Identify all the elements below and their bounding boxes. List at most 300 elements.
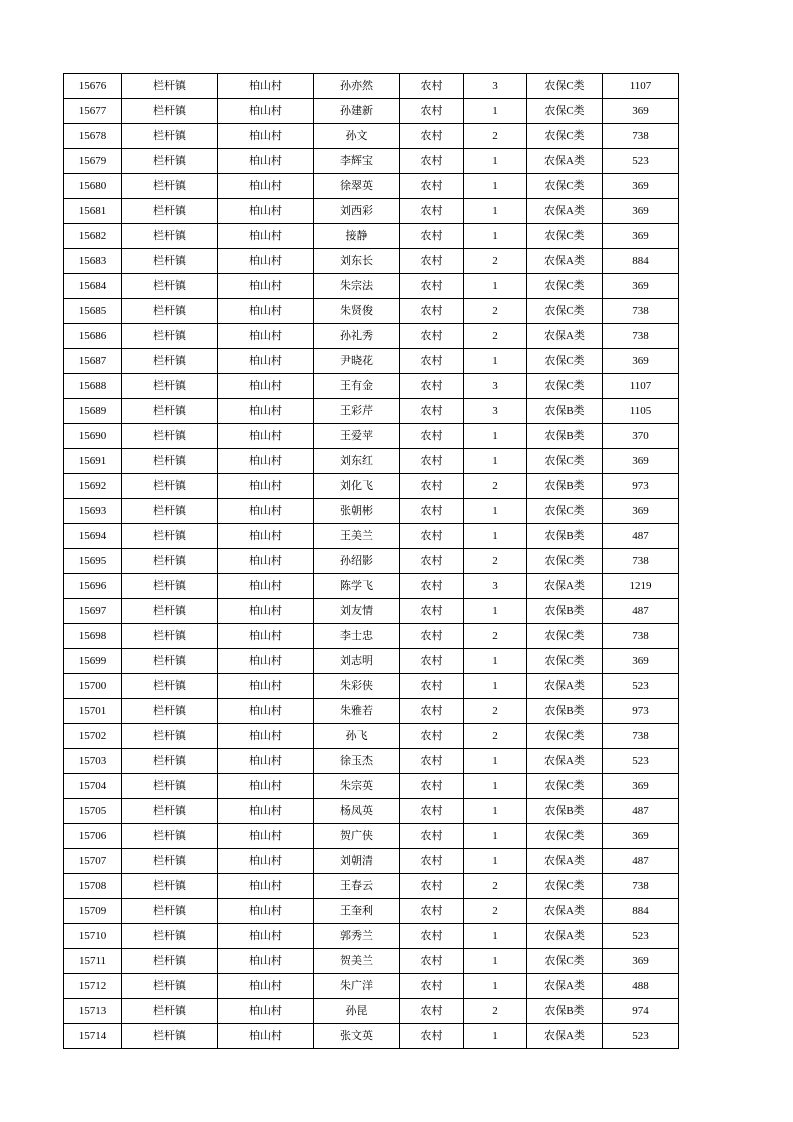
cell-village: 柏山村	[218, 299, 314, 324]
cell-amount: 369	[603, 449, 679, 474]
cell-residence-type: 农村	[400, 724, 464, 749]
cell-person-name: 孙飞	[314, 724, 400, 749]
cell-person-name: 王有金	[314, 374, 400, 399]
cell-town: 栏杆镇	[122, 74, 218, 99]
cell-residence-type: 农村	[400, 324, 464, 349]
cell-person-name: 王奎利	[314, 899, 400, 924]
cell-residence-type: 农村	[400, 299, 464, 324]
cell-insurance-category: 农保A类	[527, 849, 603, 874]
cell-town: 栏杆镇	[122, 624, 218, 649]
cell-village: 柏山村	[218, 899, 314, 924]
cell-person-count: 1	[464, 199, 527, 224]
cell-person-name: 刘东长	[314, 249, 400, 274]
cell-record-id: 15705	[64, 799, 122, 824]
cell-residence-type: 农村	[400, 274, 464, 299]
cell-town: 栏杆镇	[122, 949, 218, 974]
cell-town: 栏杆镇	[122, 474, 218, 499]
cell-person-name: 郭秀兰	[314, 924, 400, 949]
cell-person-name: 孙建新	[314, 99, 400, 124]
cell-amount: 369	[603, 774, 679, 799]
cell-insurance-category: 农保A类	[527, 149, 603, 174]
cell-record-id: 15700	[64, 674, 122, 699]
cell-village: 柏山村	[218, 199, 314, 224]
cell-village: 柏山村	[218, 324, 314, 349]
table-row	[64, 574, 679, 599]
cell-insurance-category: 农保C类	[527, 874, 603, 899]
cell-person-name: 刘友情	[314, 599, 400, 624]
cell-amount: 523	[603, 149, 679, 174]
cell-residence-type: 农村	[400, 599, 464, 624]
cell-town: 栏杆镇	[122, 174, 218, 199]
cell-insurance-category: 农保B类	[527, 474, 603, 499]
cell-record-id: 15707	[64, 849, 122, 874]
cell-residence-type: 农村	[400, 1024, 464, 1049]
table-row	[64, 624, 679, 649]
table-row	[64, 849, 679, 874]
table-row	[64, 674, 679, 699]
cell-town: 栏杆镇	[122, 699, 218, 724]
cell-amount: 1219	[603, 574, 679, 599]
cell-record-id: 15703	[64, 749, 122, 774]
cell-amount: 369	[603, 649, 679, 674]
cell-town: 栏杆镇	[122, 849, 218, 874]
cell-amount: 1107	[603, 74, 679, 99]
cell-record-id: 15711	[64, 949, 122, 974]
cell-amount: 369	[603, 224, 679, 249]
table-row	[64, 824, 679, 849]
cell-residence-type: 农村	[400, 349, 464, 374]
cell-town: 栏杆镇	[122, 424, 218, 449]
table-row	[64, 949, 679, 974]
cell-residence-type: 农村	[400, 949, 464, 974]
cell-residence-type: 农村	[400, 649, 464, 674]
cell-insurance-category: 农保C类	[527, 374, 603, 399]
cell-amount: 523	[603, 1024, 679, 1049]
cell-town: 栏杆镇	[122, 349, 218, 374]
cell-insurance-category: 农保C类	[527, 99, 603, 124]
cell-town: 栏杆镇	[122, 649, 218, 674]
cell-amount: 974	[603, 999, 679, 1024]
cell-town: 栏杆镇	[122, 524, 218, 549]
table-row	[64, 899, 679, 924]
cell-village: 柏山村	[218, 799, 314, 824]
cell-person-count: 2	[464, 299, 527, 324]
cell-person-name: 陈学飞	[314, 574, 400, 599]
cell-record-id: 15680	[64, 174, 122, 199]
cell-insurance-category: 农保C类	[527, 224, 603, 249]
cell-insurance-category: 农保C类	[527, 449, 603, 474]
cell-insurance-category: 农保B类	[527, 799, 603, 824]
table-row	[64, 324, 679, 349]
cell-residence-type: 农村	[400, 749, 464, 774]
table-row	[64, 774, 679, 799]
cell-person-name: 李士忠	[314, 624, 400, 649]
cell-person-count: 1	[464, 149, 527, 174]
cell-insurance-category: 农保B类	[527, 399, 603, 424]
cell-insurance-category: 农保C类	[527, 624, 603, 649]
table-row	[64, 749, 679, 774]
cell-person-count: 2	[464, 899, 527, 924]
table-row	[64, 424, 679, 449]
cell-amount: 487	[603, 799, 679, 824]
table-row	[64, 549, 679, 574]
cell-insurance-category: 农保A类	[527, 924, 603, 949]
cell-town: 栏杆镇	[122, 124, 218, 149]
cell-insurance-category: 农保B类	[527, 999, 603, 1024]
cell-residence-type: 农村	[400, 999, 464, 1024]
table-row	[64, 1024, 679, 1049]
cell-person-name: 张朝彬	[314, 499, 400, 524]
table-row	[64, 999, 679, 1024]
cell-person-name: 刘东红	[314, 449, 400, 474]
cell-insurance-category: 农保A类	[527, 899, 603, 924]
cell-insurance-category: 农保A类	[527, 749, 603, 774]
cell-town: 栏杆镇	[122, 149, 218, 174]
cell-insurance-category: 农保B类	[527, 699, 603, 724]
cell-record-id: 15694	[64, 524, 122, 549]
cell-insurance-category: 农保C类	[527, 174, 603, 199]
cell-insurance-category: 农保C类	[527, 949, 603, 974]
cell-village: 柏山村	[218, 99, 314, 124]
cell-town: 栏杆镇	[122, 449, 218, 474]
cell-residence-type: 农村	[400, 199, 464, 224]
cell-person-count: 3	[464, 374, 527, 399]
cell-record-id: 15679	[64, 149, 122, 174]
cell-town: 栏杆镇	[122, 99, 218, 124]
cell-town: 栏杆镇	[122, 324, 218, 349]
cell-town: 栏杆镇	[122, 874, 218, 899]
cell-residence-type: 农村	[400, 99, 464, 124]
cell-record-id: 15686	[64, 324, 122, 349]
cell-record-id: 15701	[64, 699, 122, 724]
cell-person-count: 1	[464, 649, 527, 674]
cell-person-name: 王美兰	[314, 524, 400, 549]
cell-person-name: 朱广洋	[314, 974, 400, 999]
cell-residence-type: 农村	[400, 774, 464, 799]
cell-amount: 523	[603, 674, 679, 699]
cell-village: 柏山村	[218, 874, 314, 899]
cell-amount: 369	[603, 99, 679, 124]
cell-record-id: 15678	[64, 124, 122, 149]
cell-record-id: 15706	[64, 824, 122, 849]
cell-amount: 738	[603, 324, 679, 349]
cell-amount: 369	[603, 824, 679, 849]
cell-village: 柏山村	[218, 174, 314, 199]
cell-town: 栏杆镇	[122, 274, 218, 299]
table-row	[64, 449, 679, 474]
table-row	[64, 349, 679, 374]
cell-person-count: 1	[464, 949, 527, 974]
cell-record-id: 15688	[64, 374, 122, 399]
cell-person-count: 1	[464, 224, 527, 249]
cell-residence-type: 农村	[400, 74, 464, 99]
table-row	[64, 124, 679, 149]
cell-village: 柏山村	[218, 524, 314, 549]
cell-person-count: 3	[464, 74, 527, 99]
cell-insurance-category: 农保A类	[527, 974, 603, 999]
cell-village: 柏山村	[218, 649, 314, 674]
cell-town: 栏杆镇	[122, 599, 218, 624]
cell-residence-type: 农村	[400, 224, 464, 249]
cell-record-id: 15687	[64, 349, 122, 374]
cell-village: 柏山村	[218, 849, 314, 874]
cell-record-id: 15709	[64, 899, 122, 924]
cell-person-name: 贺美兰	[314, 949, 400, 974]
cell-record-id: 15677	[64, 99, 122, 124]
cell-record-id: 15682	[64, 224, 122, 249]
cell-village: 柏山村	[218, 749, 314, 774]
cell-person-count: 2	[464, 249, 527, 274]
cell-person-name: 刘化飞	[314, 474, 400, 499]
cell-town: 栏杆镇	[122, 749, 218, 774]
cell-village: 柏山村	[218, 349, 314, 374]
cell-person-count: 2	[464, 999, 527, 1024]
cell-record-id: 15676	[64, 74, 122, 99]
cell-town: 栏杆镇	[122, 574, 218, 599]
cell-residence-type: 农村	[400, 574, 464, 599]
cell-village: 柏山村	[218, 974, 314, 999]
cell-town: 栏杆镇	[122, 499, 218, 524]
cell-person-name: 孙昆	[314, 999, 400, 1024]
cell-amount: 973	[603, 474, 679, 499]
cell-record-id: 15714	[64, 1024, 122, 1049]
cell-town: 栏杆镇	[122, 249, 218, 274]
cell-village: 柏山村	[218, 599, 314, 624]
cell-residence-type: 农村	[400, 249, 464, 274]
cell-person-count: 1	[464, 1024, 527, 1049]
cell-insurance-category: 农保A类	[527, 249, 603, 274]
cell-amount: 1105	[603, 399, 679, 424]
table-row	[64, 524, 679, 549]
cell-person-count: 1	[464, 349, 527, 374]
cell-person-name: 接静	[314, 224, 400, 249]
cell-amount: 738	[603, 549, 679, 574]
cell-residence-type: 农村	[400, 174, 464, 199]
cell-person-count: 2	[464, 699, 527, 724]
cell-amount: 369	[603, 274, 679, 299]
cell-village: 柏山村	[218, 724, 314, 749]
cell-record-id: 15681	[64, 199, 122, 224]
cell-person-count: 1	[464, 99, 527, 124]
cell-residence-type: 农村	[400, 674, 464, 699]
cell-record-id: 15712	[64, 974, 122, 999]
records-table-body	[64, 74, 679, 1049]
table-row	[64, 924, 679, 949]
cell-insurance-category: 农保A类	[527, 1024, 603, 1049]
cell-insurance-category: 农保A类	[527, 324, 603, 349]
cell-insurance-category: 农保B类	[527, 524, 603, 549]
cell-town: 栏杆镇	[122, 924, 218, 949]
cell-insurance-category: 农保C类	[527, 299, 603, 324]
cell-amount: 738	[603, 624, 679, 649]
cell-insurance-category: 农保C类	[527, 74, 603, 99]
cell-person-name: 朱贤俊	[314, 299, 400, 324]
cell-person-name: 朱宗英	[314, 774, 400, 799]
cell-person-count: 2	[464, 724, 527, 749]
cell-amount: 738	[603, 724, 679, 749]
cell-village: 柏山村	[218, 699, 314, 724]
cell-person-count: 1	[464, 274, 527, 299]
cell-residence-type: 农村	[400, 474, 464, 499]
cell-amount: 487	[603, 599, 679, 624]
cell-residence-type: 农村	[400, 699, 464, 724]
cell-amount: 523	[603, 924, 679, 949]
cell-village: 柏山村	[218, 624, 314, 649]
cell-record-id: 15684	[64, 274, 122, 299]
cell-person-count: 1	[464, 749, 527, 774]
cell-record-id: 15695	[64, 549, 122, 574]
cell-person-name: 徐玉杰	[314, 749, 400, 774]
cell-record-id: 15708	[64, 874, 122, 899]
cell-village: 柏山村	[218, 424, 314, 449]
cell-village: 柏山村	[218, 374, 314, 399]
cell-residence-type: 农村	[400, 874, 464, 899]
cell-amount: 369	[603, 499, 679, 524]
cell-amount: 369	[603, 949, 679, 974]
cell-person-count: 2	[464, 874, 527, 899]
table-row	[64, 374, 679, 399]
cell-amount: 738	[603, 124, 679, 149]
cell-amount: 487	[603, 849, 679, 874]
cell-record-id: 15689	[64, 399, 122, 424]
cell-residence-type: 农村	[400, 524, 464, 549]
cell-person-name: 孙文	[314, 124, 400, 149]
cell-amount: 488	[603, 974, 679, 999]
cell-person-name: 尹晓花	[314, 349, 400, 374]
cell-village: 柏山村	[218, 999, 314, 1024]
cell-insurance-category: 农保A类	[527, 574, 603, 599]
cell-insurance-category: 农保C类	[527, 349, 603, 374]
cell-amount: 369	[603, 349, 679, 374]
cell-person-name: 孙亦然	[314, 74, 400, 99]
cell-person-count: 2	[464, 624, 527, 649]
table-row	[64, 74, 679, 99]
cell-record-id: 15698	[64, 624, 122, 649]
cell-record-id: 15697	[64, 599, 122, 624]
table-row	[64, 799, 679, 824]
cell-amount: 1107	[603, 374, 679, 399]
cell-person-count: 1	[464, 924, 527, 949]
cell-residence-type: 农村	[400, 849, 464, 874]
cell-town: 栏杆镇	[122, 299, 218, 324]
table-row	[64, 474, 679, 499]
cell-village: 柏山村	[218, 549, 314, 574]
cell-person-name: 孙绍影	[314, 549, 400, 574]
table-row	[64, 174, 679, 199]
cell-residence-type: 农村	[400, 974, 464, 999]
cell-person-name: 朱宗法	[314, 274, 400, 299]
table-row	[64, 649, 679, 674]
cell-insurance-category: 农保C类	[527, 274, 603, 299]
cell-village: 柏山村	[218, 674, 314, 699]
cell-insurance-category: 农保C类	[527, 499, 603, 524]
cell-person-name: 徐翠英	[314, 174, 400, 199]
cell-residence-type: 农村	[400, 799, 464, 824]
cell-person-name: 王彩芹	[314, 399, 400, 424]
cell-residence-type: 农村	[400, 824, 464, 849]
cell-residence-type: 农村	[400, 124, 464, 149]
table-row	[64, 974, 679, 999]
cell-insurance-category: 农保A类	[527, 674, 603, 699]
cell-person-name: 朱雅若	[314, 699, 400, 724]
cell-town: 栏杆镇	[122, 899, 218, 924]
cell-town: 栏杆镇	[122, 674, 218, 699]
cell-amount: 738	[603, 299, 679, 324]
cell-town: 栏杆镇	[122, 799, 218, 824]
cell-village: 柏山村	[218, 274, 314, 299]
cell-person-count: 2	[464, 549, 527, 574]
cell-amount: 487	[603, 524, 679, 549]
cell-village: 柏山村	[218, 74, 314, 99]
cell-insurance-category: 农保C类	[527, 724, 603, 749]
cell-residence-type: 农村	[400, 374, 464, 399]
cell-village: 柏山村	[218, 774, 314, 799]
table-row	[64, 724, 679, 749]
cell-record-id: 15692	[64, 474, 122, 499]
cell-amount: 884	[603, 249, 679, 274]
records-table	[63, 73, 679, 1049]
cell-record-id: 15713	[64, 999, 122, 1024]
cell-insurance-category: 农保C类	[527, 824, 603, 849]
table-row	[64, 149, 679, 174]
cell-person-count: 1	[464, 599, 527, 624]
cell-person-name: 刘西彩	[314, 199, 400, 224]
cell-village: 柏山村	[218, 124, 314, 149]
cell-record-id: 15685	[64, 299, 122, 324]
cell-insurance-category: 农保C类	[527, 774, 603, 799]
cell-village: 柏山村	[218, 149, 314, 174]
cell-town: 栏杆镇	[122, 999, 218, 1024]
cell-town: 栏杆镇	[122, 774, 218, 799]
cell-person-name: 王爱苹	[314, 424, 400, 449]
cell-record-id: 15691	[64, 449, 122, 474]
table-row	[64, 499, 679, 524]
cell-person-name: 刘志明	[314, 649, 400, 674]
cell-residence-type: 农村	[400, 424, 464, 449]
cell-person-count: 1	[464, 449, 527, 474]
cell-residence-type: 农村	[400, 499, 464, 524]
cell-person-name: 王春云	[314, 874, 400, 899]
cell-person-count: 1	[464, 824, 527, 849]
cell-town: 栏杆镇	[122, 199, 218, 224]
cell-town: 栏杆镇	[122, 224, 218, 249]
cell-amount: 973	[603, 699, 679, 724]
cell-insurance-category: 农保C类	[527, 549, 603, 574]
cell-amount: 369	[603, 199, 679, 224]
table-row	[64, 874, 679, 899]
cell-amount: 884	[603, 899, 679, 924]
cell-amount: 369	[603, 174, 679, 199]
cell-insurance-category: 农保B类	[527, 424, 603, 449]
cell-record-id: 15696	[64, 574, 122, 599]
cell-town: 栏杆镇	[122, 399, 218, 424]
table-row	[64, 99, 679, 124]
cell-village: 柏山村	[218, 399, 314, 424]
cell-record-id: 15690	[64, 424, 122, 449]
cell-person-name: 孙礼秀	[314, 324, 400, 349]
cell-village: 柏山村	[218, 1024, 314, 1049]
table-row	[64, 299, 679, 324]
cell-residence-type: 农村	[400, 624, 464, 649]
cell-person-count: 1	[464, 674, 527, 699]
cell-village: 柏山村	[218, 224, 314, 249]
cell-person-count: 1	[464, 524, 527, 549]
cell-residence-type: 农村	[400, 449, 464, 474]
table-row	[64, 599, 679, 624]
table-row	[64, 274, 679, 299]
cell-insurance-category: 农保C类	[527, 649, 603, 674]
cell-person-count: 1	[464, 174, 527, 199]
